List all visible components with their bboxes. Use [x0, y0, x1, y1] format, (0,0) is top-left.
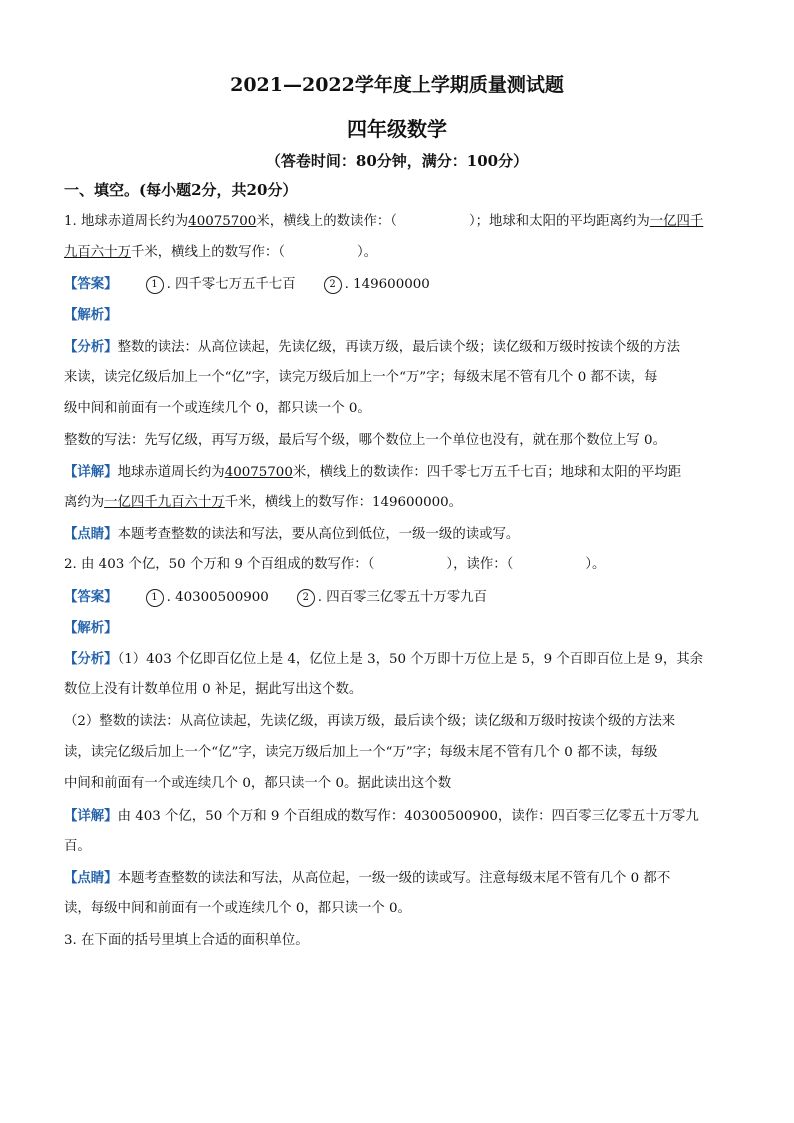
answer-tag: 【答案】: [64, 589, 118, 605]
q2-fenxi-3: （2）整数的读法：从高位读起，先读亿级，再读万级，最后读个级；读亿级和万级时按读个级的方法来: [64, 714, 676, 729]
answer-tag: 【答案】: [64, 276, 118, 292]
q2-comment-1: [64, 869, 732, 888]
q2-fenxi-1: [64, 650, 732, 669]
circled-number: 2: [324, 276, 342, 294]
answer-text: . 四百零三亿零五十万零九百: [317, 590, 487, 605]
detail-text: 地球赤道周长约为: [117, 465, 225, 480]
detail-tag: 【详解】: [64, 464, 118, 480]
q1-line1: [64, 213, 732, 231]
fenxi-tag: 【分析】: [64, 651, 118, 667]
q2-comment-2: 读，每级中间和前面有一个或连续几个 0，都只读一个 0。: [64, 901, 411, 916]
q1-text: 千米，横线上的数写作：（: [130, 245, 285, 260]
detail-text: 离约为: [64, 495, 105, 510]
q1-text: ）。: [356, 245, 378, 260]
q2-analysis: [64, 619, 732, 638]
analysis-tag: 【解析】: [64, 620, 118, 636]
q1-detail-1: [64, 463, 732, 482]
q1-write-rule: 整数的写法：先写亿级，再写万级，最后写个级，哪个数位上一个单位也没有，就在那个数位上写 0。: [64, 433, 666, 448]
q1-underlined-number: 一亿四千: [649, 214, 704, 229]
circled-number: 1: [146, 276, 164, 294]
comment-tag: 【点睛】: [64, 526, 118, 542]
q2-detail-1: [64, 807, 732, 826]
fenxi-text: （1）403 个亿即百亿位上是 4，亿位上是 3，50 个万即十万位上是 5，9 个百即百位上是 9，其余: [117, 652, 704, 667]
q2-detail-2: 百。: [64, 839, 91, 854]
q1-answer: [64, 275, 732, 294]
q2-line: [64, 556, 732, 574]
q1-underlined-number: 九百六十万: [64, 245, 131, 260]
q2-fenxi-2: 数位上没有计数单位用 0 补足，据此写出这个数。: [64, 682, 363, 697]
q1-line2: [64, 244, 732, 262]
detail-text: 由 403 个亿，50 个万和 9 个百组成的数写作：40300500900，读作：四百零三亿零五十万零九: [117, 809, 699, 824]
q1-text: 1. 地球赤道周长约为: [64, 214, 189, 229]
comment-text: 本题考查整数的读法和写法，要从高位到低位，一级一级的读或写。: [117, 527, 520, 542]
q1-detail-2: [64, 494, 732, 512]
q1-fenxi-2: 来读，读完亿级后加上一个“亿”字，读完万级后加上一个“万”字；每级末尾不管有几个 0 都不读，每: [64, 370, 658, 385]
analysis-tag: 【解析】: [64, 307, 118, 323]
time-info: （答卷时间：80分钟，满分：100分）: [265, 152, 529, 170]
comment-tag: 【点睛】: [64, 870, 118, 886]
q1-text: ）；地球和太阳的平均距离约为: [468, 214, 650, 229]
q1-analysis: [64, 306, 732, 325]
q1-underlined-number: 40075700: [188, 214, 257, 229]
circled-number: 2: [297, 589, 315, 607]
comment-text: 本题考查整数的读法和写法，从高位起，一级一级的读或写。注意每级末尾不管有几个 0 都不: [117, 871, 671, 886]
circled-number: 1: [146, 589, 164, 607]
answer-text: . 40300500900: [166, 590, 269, 605]
section-heading: 一、填空。(每小题2分，共20分）: [64, 181, 298, 199]
answer-text: . 四千零七万五千七百: [166, 277, 296, 292]
subject-title: 四年级数学: [347, 117, 447, 141]
q1-fenxi-1: [64, 338, 732, 357]
detail-underlined: 一亿四千九百六十万: [104, 495, 225, 510]
q1-comment: [64, 525, 732, 544]
q1-fenxi-3: 级中间和前面有一个或连续几个 0，都只读一个 0。: [64, 401, 371, 416]
q2-text: ），读作：（: [446, 557, 514, 572]
fenxi-text: 整数的读法：从高位读起，先读亿级，再读万级，最后读个级；读亿级和万级时按读个级的方法: [117, 340, 680, 355]
detail-text: 千米，横线上的数写作：149600000。: [224, 495, 463, 510]
q1-text: 米，横线上的数读作：（: [256, 214, 397, 229]
detail-tag: 【详解】: [64, 808, 118, 824]
q2-answer: [64, 588, 732, 607]
q3-line: 3. 在下面的括号里填上合适的面积单位。: [64, 933, 309, 948]
q2-fenxi-4: 读，读完亿级后加上一个“亿”字，读完万级后加上一个“万”字；每级末尾不管有几个 0 都不读，每级: [64, 745, 658, 760]
answer-text: . 149600000: [344, 277, 430, 292]
exam-title: 2021—2022学年度上学期质量测试题: [230, 74, 564, 96]
detail-underlined: 40075700: [224, 465, 293, 480]
q2-text: ）。: [585, 557, 606, 572]
detail-text: 米，横线上的数读作：四千零七万五千七百；地球和太阳的平均距: [292, 465, 682, 480]
q2-fenxi-5: 中间和前面有一个或连续几个 0，都只读一个 0。据此读出这个数: [64, 776, 452, 791]
q2-text: 2. 由 403 个亿，50 个万和 9 个百组成的数写作：（: [64, 557, 375, 572]
fenxi-tag: 【分析】: [64, 339, 118, 355]
